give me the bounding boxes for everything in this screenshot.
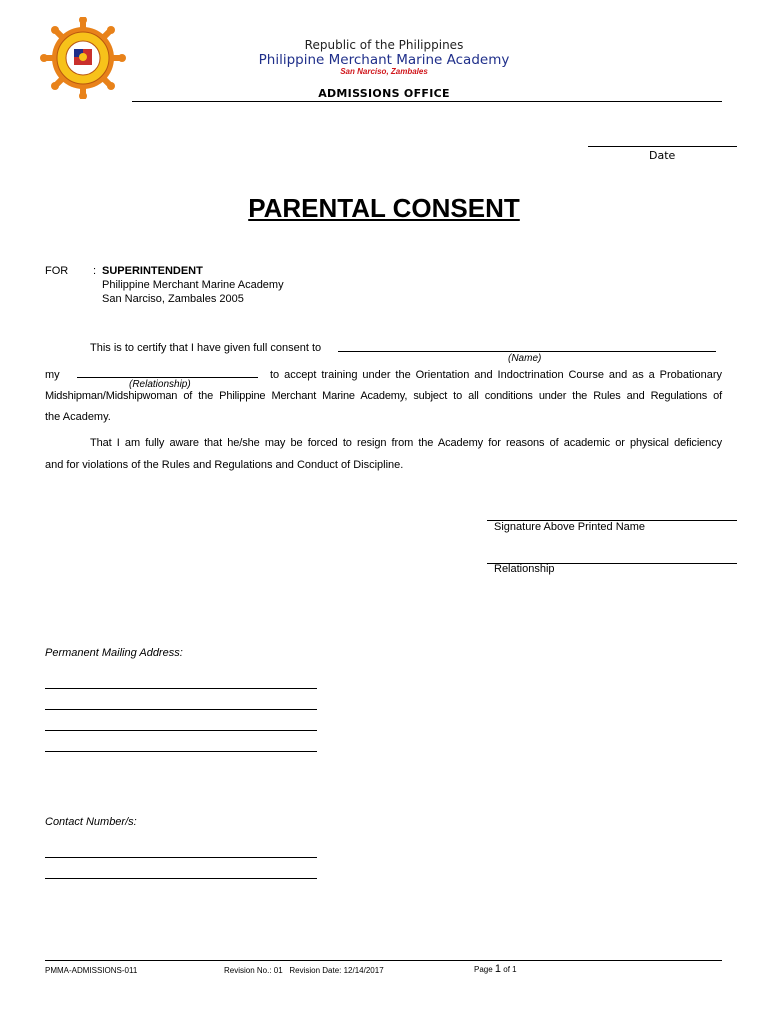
recipient-line2: San Narciso, Zambales 2005	[102, 293, 244, 305]
consent-line2: Midshipman/Midshipwoman of the Philippine Merchant Marine Academy, subject to all conditions under the Rules and Regulations of	[45, 390, 722, 402]
contact-label: Contact Number/s:	[45, 816, 137, 828]
academy-location: San Narciso, Zambales	[340, 67, 428, 76]
relationship-hint: (Relationship)	[129, 379, 191, 390]
awareness-line2: and for violations of the Rules and Regulations and Conduct of Discipline.	[45, 459, 404, 471]
address-line-2[interactable]	[45, 709, 317, 710]
for-label: FOR	[45, 265, 69, 277]
address-label: Permanent Mailing Address:	[45, 647, 183, 659]
for-colon: :	[93, 265, 97, 277]
recipient-title: SUPERINTENDENT	[102, 265, 203, 277]
header-rule	[132, 101, 722, 102]
academy-logo	[36, 17, 130, 99]
page-prefix: Page	[474, 965, 493, 974]
date-line[interactable]	[588, 146, 737, 147]
name-hint: (Name)	[508, 353, 542, 364]
consent-intro: This is to certify that I have given full consent to	[90, 342, 322, 354]
page-title: PARENTAL CONSENT	[248, 193, 520, 223]
recipient-line1: Philippine Merchant Marine Academy	[102, 279, 284, 291]
signature-label: Signature Above Printed Name	[494, 521, 646, 533]
address-line-1[interactable]	[45, 688, 317, 689]
page-suffix: of 1	[503, 965, 517, 974]
office-name: ADMISSIONS OFFICE	[318, 87, 450, 100]
awareness-line1: That I am fully aware that he/she may be forced to resign from the Academy for reasons of academic or physical deficiency	[90, 437, 722, 449]
name-line[interactable]	[338, 351, 716, 352]
page-indicator	[474, 963, 517, 975]
relationship-line[interactable]	[77, 377, 258, 378]
pmma-ship-wheel-seal-icon	[36, 17, 130, 99]
date-label: Date	[649, 149, 676, 162]
contact-line-2[interactable]	[45, 878, 317, 879]
page-number: 1	[494, 963, 502, 975]
address-line-4[interactable]	[45, 751, 317, 752]
footer-rule	[45, 960, 722, 961]
consent-continuation: to accept training under the Orientation and Indoctrination Course and as a Probationary	[270, 369, 722, 381]
address-line-3[interactable]	[45, 730, 317, 731]
document-code: PMMA-ADMISSIONS-011	[45, 966, 138, 975]
relationship-label: Relationship	[494, 563, 555, 575]
consent-line3: the Academy.	[45, 411, 111, 423]
country-name: Republic of the Philippines	[304, 38, 464, 52]
my-label: my	[45, 369, 60, 381]
revision-info: Revision No.: 01 Revision Date: 12/14/2017	[224, 966, 384, 975]
contact-line-1[interactable]	[45, 857, 317, 858]
academy-name: Philippine Merchant Marine Academy	[258, 52, 510, 68]
